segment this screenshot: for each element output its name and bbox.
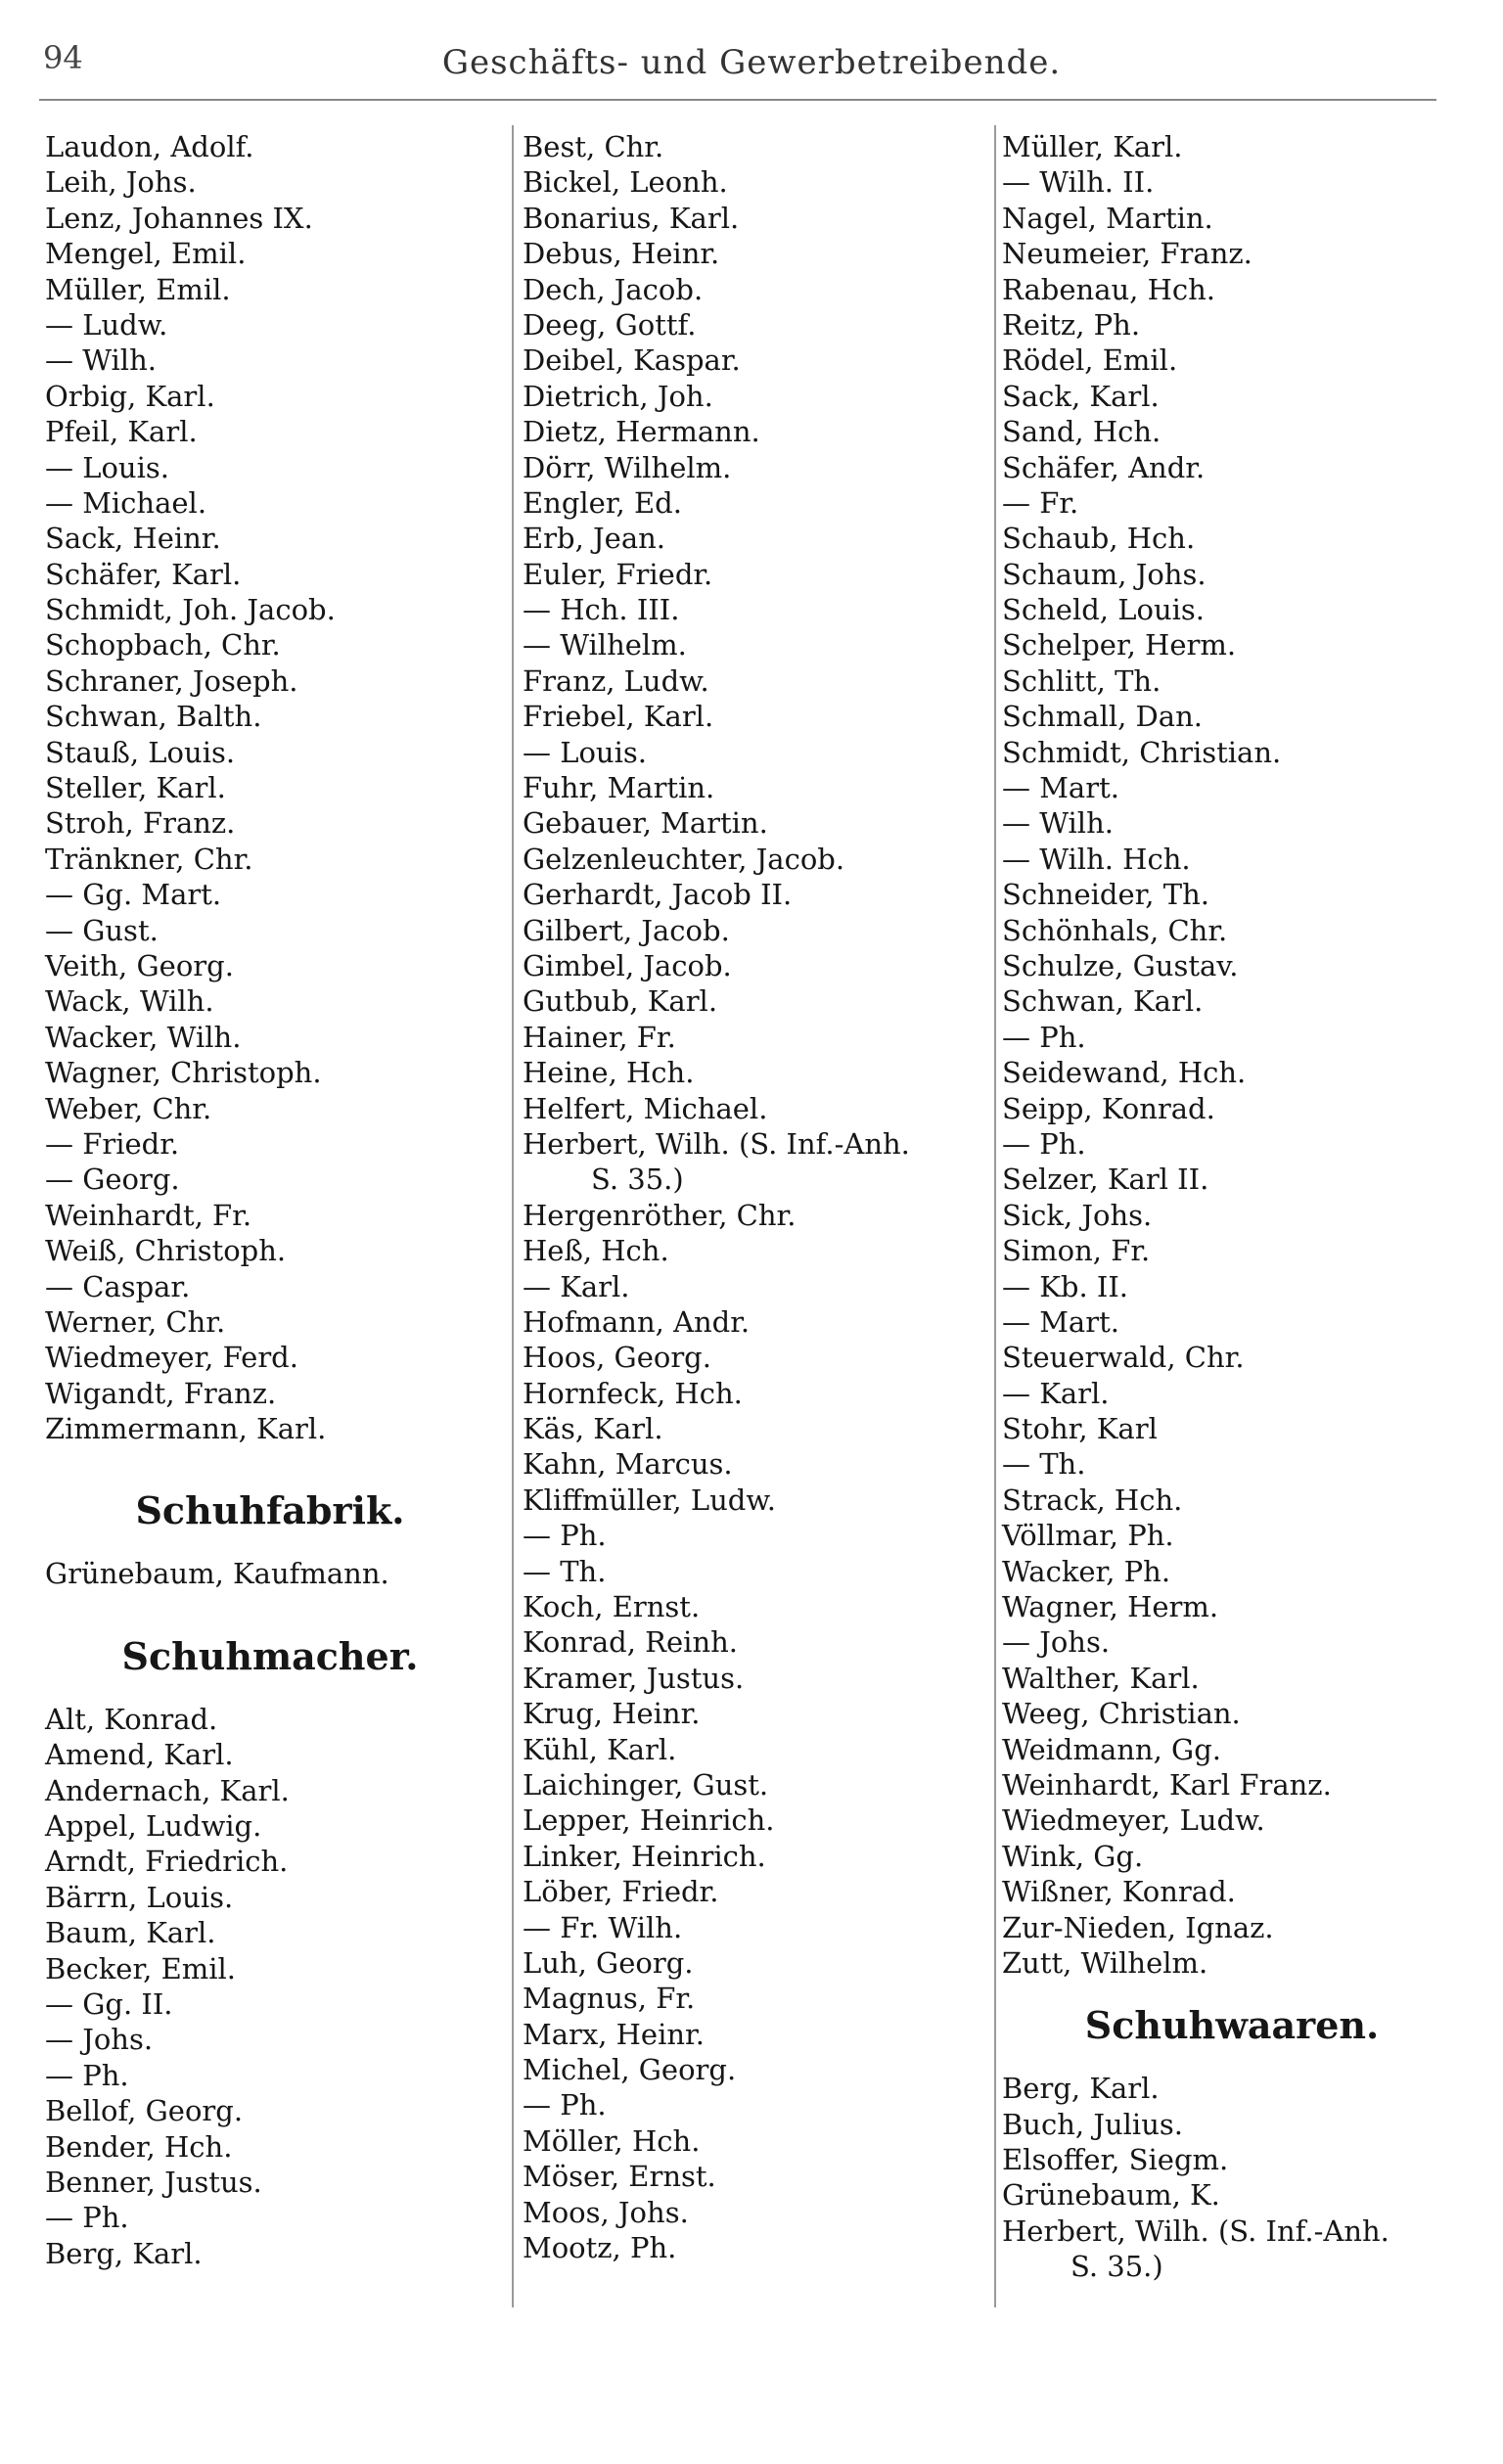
list-item: Zur-Nieden, Ignaz.: [1002, 1910, 1274, 1944]
list-item: Weinhardt, Fr.: [45, 1198, 252, 1232]
list-item: Nagel, Martin.: [1002, 201, 1213, 235]
list-item: — Caspar.: [45, 1269, 191, 1303]
list-item: — Fr. Wilh.: [523, 1910, 683, 1944]
list-item: Krug, Heinr.: [523, 1697, 701, 1731]
list-item: Zutt, Wilhelm.: [1002, 1945, 1208, 1980]
list-item: Fuhr, Martin.: [523, 771, 715, 805]
list-item: Amend, Karl.: [45, 1738, 234, 1772]
list-item: Steller, Karl.: [45, 771, 226, 805]
section-heading-schuhwaaren: Schuhwaaren.: [1084, 2003, 1380, 2048]
list-item: Euler, Friedr.: [523, 557, 713, 591]
list-item: Berg, Karl.: [45, 2236, 203, 2270]
list-item: — Ludw.: [45, 307, 168, 342]
list-item: Koch, Ernst.: [523, 1590, 701, 1624]
list-item: Schaub, Hch.: [1002, 522, 1196, 556]
list-item: Dech, Jacob.: [523, 272, 704, 306]
list-item: Schäfer, Karl.: [45, 557, 242, 591]
list-item: Stauß, Louis.: [45, 735, 236, 769]
list-item: Gerhardt, Jacob II.: [523, 878, 793, 912]
list-item: Deeg, Gottf.: [523, 307, 697, 342]
list-item: Löber, Friedr.: [523, 1875, 719, 1909]
list-item: Schmidt, Christian.: [1002, 735, 1282, 769]
list-item: Müller, Emil.: [45, 272, 231, 306]
list-item: — Wilh. Hch.: [1002, 842, 1191, 876]
list-item: Dörr, Wilhelm.: [523, 450, 732, 484]
list-item: — Hch. III.: [523, 593, 680, 627]
list-item: Simon, Fr.: [1002, 1234, 1151, 1268]
list-item: Linker, Heinrich.: [523, 1839, 766, 1873]
list-item: — Wilh. II.: [1002, 165, 1155, 200]
list-item: — Michael.: [45, 485, 207, 520]
list-item: Schneider, Th.: [1002, 878, 1209, 912]
list-item: Wacker, Wilh.: [45, 1020, 242, 1054]
list-item: Debus, Heinr.: [523, 237, 720, 271]
column-divider-right: [994, 125, 996, 2307]
list-item: Lenz, Johannes IX.: [45, 201, 313, 235]
list-item: Seipp, Konrad.: [1002, 1091, 1215, 1125]
list-item: Weiß, Christoph.: [45, 1234, 287, 1268]
list-item: Andernach, Karl.: [45, 1773, 290, 1807]
list-item: Berg, Karl.: [1002, 2072, 1160, 2106]
entry-list: [45, 1702, 495, 2271]
list-item: Rödel, Emil.: [1002, 343, 1178, 378]
list-item: — Ph.: [45, 2058, 129, 2092]
list-item: Heß, Hch.: [523, 1234, 669, 1268]
list-item: Schäfer, Andr.: [1002, 450, 1206, 484]
page-number: 94: [43, 39, 83, 76]
list-item: Gebauer, Martin.: [523, 806, 768, 841]
list-item: Grünebaum, Kaufmann.: [45, 1557, 389, 1591]
list-item: Schaum, Johs.: [1002, 557, 1207, 591]
list-item: Heine, Hch.: [523, 1056, 695, 1090]
list-item: Herbert, Wilh. (S. Inf.-Anh.: [1002, 2213, 1389, 2248]
list-item: — Georg.: [45, 1163, 180, 1197]
list-item: Sack, Karl.: [1002, 379, 1160, 413]
list-item: — Gg. II.: [45, 1986, 173, 2021]
list-item: Möser, Ernst.: [523, 2160, 716, 2194]
list-item: Wiedmeyer, Ferd.: [45, 1341, 298, 1375]
list-item: — Johs.: [45, 2023, 154, 2057]
list-item: Seidewand, Hch.: [1002, 1056, 1247, 1090]
list-item: Michel, Georg.: [523, 2053, 737, 2087]
list-item: Gelzenleuchter, Jacob.: [523, 842, 845, 876]
list-item: Tränkner, Chr.: [45, 842, 253, 876]
list-item: Zimmermann, Karl.: [45, 1412, 327, 1446]
column-2: [523, 129, 982, 2265]
spacer: [45, 1536, 495, 1556]
list-item: Schönhals, Chr.: [1002, 913, 1228, 947]
list-item: Völlmar, Ph.: [1002, 1519, 1174, 1553]
list-item: Erb, Jean.: [523, 522, 666, 556]
list-item: Schlitt, Th.: [1002, 663, 1161, 698]
list-item: — Ph.: [1002, 1020, 1086, 1054]
list-item: Stohr, Karl: [1002, 1412, 1158, 1446]
list-item: Mootz, Ph.: [523, 2231, 677, 2265]
list-item: Wiedmeyer, Ludw.: [1002, 1803, 1265, 1838]
list-item: Schmall, Dan.: [1002, 700, 1203, 734]
list-item: Steuerwald, Chr.: [1002, 1341, 1245, 1375]
list-item: Best, Chr.: [523, 130, 664, 163]
list-item: Bender, Hch.: [45, 2129, 233, 2164]
list-item: Konrad, Reinh.: [523, 1625, 739, 1660]
list-item: Werner, Chr.: [45, 1304, 226, 1339]
list-item: Rabenau, Hch.: [1002, 272, 1216, 306]
section-heading-schuhmacher: Schuhmacher.: [121, 1633, 419, 1678]
list-item: Weidmann, Gg.: [1002, 1732, 1221, 1766]
list-item: Marx, Heinr.: [523, 2017, 705, 2051]
list-item: Schmidt, Joh. Jacob.: [45, 593, 336, 627]
list-item: — Karl.: [523, 1269, 630, 1303]
list-item: — Ph.: [523, 2088, 607, 2122]
entry-list: [523, 129, 982, 1162]
list-item: Gimbel, Jacob.: [523, 948, 732, 982]
list-item: — Wilhelm.: [523, 628, 687, 662]
list-item: Wißner, Konrad.: [1002, 1875, 1236, 1909]
list-item: — Wilh.: [1002, 806, 1114, 841]
list-item: Gilbert, Jacob.: [523, 913, 730, 947]
list-item: Laichinger, Gust.: [523, 1767, 769, 1802]
list-item: Baum, Karl.: [45, 1916, 216, 1950]
column-1: [45, 129, 495, 2271]
list-item: Kühl, Karl.: [523, 1732, 677, 1766]
list-item: Weber, Chr.: [45, 1091, 212, 1125]
spacer: [1002, 2051, 1462, 2071]
list-item: Leih, Johs.: [45, 165, 197, 200]
entry-continuation: S. 35.): [1070, 2250, 1163, 2284]
list-item: Elsoffer, Siegm.: [1002, 2143, 1229, 2177]
header-rule: [39, 99, 1436, 101]
list-item: Weinhardt, Karl Franz.: [1002, 1767, 1332, 1802]
list-item: Laudon, Adolf.: [45, 130, 254, 163]
list-item: Engler, Ed.: [523, 485, 682, 520]
list-item: Sick, Johs.: [1002, 1198, 1153, 1232]
spacer: [45, 1682, 495, 1702]
list-item: Wack, Wilh.: [45, 984, 214, 1019]
list-item: Stroh, Franz.: [45, 806, 236, 841]
list-item: Schelper, Herm.: [1002, 628, 1237, 662]
list-item: Hornfeck, Hch.: [523, 1376, 743, 1410]
list-item: Becker, Emil.: [45, 1951, 236, 1985]
list-item: Hergenröther, Chr.: [523, 1198, 797, 1232]
list-item: Strack, Hch.: [1002, 1483, 1183, 1517]
list-item: Bärrn, Louis.: [45, 1880, 234, 1914]
list-item: — Fr.: [1002, 485, 1079, 520]
entry-list: [523, 1198, 982, 2266]
list-item: Buch, Julius.: [1002, 2107, 1183, 2141]
list-item: Appel, Ludwig.: [45, 1809, 262, 1844]
list-item: — Louis.: [523, 735, 647, 769]
list-item: Hofmann, Andr.: [523, 1304, 751, 1339]
entry-list: [1002, 2071, 1462, 2249]
list-item: Franz, Ludw.: [523, 663, 709, 698]
list-item: Sack, Heinr.: [45, 522, 221, 556]
list-item: Schulze, Gustav.: [1002, 948, 1239, 982]
list-item: Gutbub, Karl.: [523, 984, 718, 1019]
section-heading-schuhfabrik: Schuhfabrik.: [135, 1488, 405, 1533]
spacer: [45, 1446, 495, 1485]
list-item: Deibel, Kaspar.: [523, 343, 741, 378]
list-item: Mengel, Emil.: [45, 237, 247, 271]
list-item: Wink, Gg.: [1002, 1839, 1144, 1873]
list-item: Walther, Karl.: [1002, 1661, 1200, 1695]
list-item: Reitz, Ph.: [1002, 307, 1141, 342]
list-item: Grünebaum, K.: [1002, 2178, 1220, 2213]
list-item: — Th.: [1002, 1447, 1086, 1482]
list-item: Alt, Konrad.: [45, 1702, 218, 1736]
entry-list: [45, 129, 495, 1446]
list-item: Benner, Justus.: [45, 2165, 262, 2199]
list-item: Selzer, Karl II.: [1002, 1163, 1209, 1197]
list-item: Hainer, Fr.: [523, 1020, 676, 1054]
list-item: — Kb. II.: [1002, 1269, 1129, 1303]
list-item: Schraner, Joseph.: [45, 663, 298, 698]
list-item: Arndt, Friedrich.: [45, 1845, 289, 1879]
entry-list: [1002, 129, 1462, 1981]
list-item: — Th.: [523, 1554, 607, 1588]
running-title: Geschäfts- und Gewerbetreibende.: [441, 43, 1062, 82]
entry-continuation: S. 35.): [591, 1163, 684, 1197]
list-item: Neumeier, Franz.: [1002, 237, 1252, 271]
list-item: Müller, Karl.: [1002, 130, 1183, 163]
list-item: Hoos, Georg.: [523, 1341, 711, 1375]
list-item: — Gust.: [45, 913, 159, 947]
list-item: Schwan, Karl.: [1002, 984, 1204, 1019]
list-item: Veith, Georg.: [45, 948, 234, 982]
list-item: Bickel, Leonh.: [523, 165, 728, 200]
list-item: — Johs.: [1002, 1625, 1111, 1660]
list-item: — Gg. Mart.: [45, 878, 222, 912]
list-item: Wigandt, Franz.: [45, 1376, 277, 1410]
list-item: — Louis.: [45, 450, 169, 484]
list-item: Dietz, Hermann.: [523, 415, 760, 449]
list-item: — Karl.: [1002, 1376, 1110, 1410]
list-item: Moos, Johs.: [523, 2195, 689, 2229]
list-item: Kliffmüller, Ludw.: [523, 1483, 776, 1517]
entry-list: [45, 1556, 495, 1591]
spacer: [1002, 1981, 1462, 2000]
spacer: [45, 1592, 495, 1631]
list-item: — Wilh.: [45, 343, 157, 378]
list-item: Bonarius, Karl.: [523, 201, 740, 235]
list-item: Möller, Hch.: [523, 2123, 701, 2158]
list-item: Dietrich, Joh.: [523, 379, 713, 413]
list-item: Herbert, Wilh. (S. Inf.-Anh.: [523, 1126, 910, 1161]
column-divider-left: [512, 125, 514, 2307]
list-item: Orbig, Karl.: [45, 379, 215, 413]
list-item: Scheld, Louis.: [1002, 593, 1205, 627]
list-item: — Mart.: [1002, 1304, 1119, 1339]
list-item: Wagner, Herm.: [1002, 1590, 1219, 1624]
list-item: Schopbach, Chr.: [45, 628, 281, 662]
list-item: — Ph.: [523, 1519, 607, 1553]
list-item: Kramer, Justus.: [523, 1661, 745, 1695]
list-item: — Friedr.: [45, 1126, 180, 1161]
list-item: Schwan, Balth.: [45, 700, 262, 734]
column-3: [1002, 129, 1462, 2285]
list-item: Magnus, Fr.: [523, 1982, 696, 2016]
list-item: Luh, Georg.: [523, 1945, 694, 1980]
list-item: Käs, Karl.: [523, 1412, 663, 1446]
list-item: — Ph.: [1002, 1126, 1086, 1161]
list-item: Bellof, Georg.: [45, 2094, 244, 2128]
list-item: — Mart.: [1002, 771, 1119, 805]
list-item: Wagner, Christoph.: [45, 1056, 322, 1090]
list-item: Pfeil, Karl.: [45, 415, 198, 449]
list-item: Lepper, Heinrich.: [523, 1803, 775, 1838]
list-item: Sand, Hch.: [1002, 415, 1161, 449]
list-item: Helfert, Michael.: [523, 1091, 768, 1125]
list-item: Weeg, Christian.: [1002, 1697, 1241, 1731]
list-item: Wacker, Ph.: [1002, 1554, 1171, 1588]
list-item: Friebel, Karl.: [523, 700, 714, 734]
list-item: Kahn, Marcus.: [523, 1447, 733, 1482]
list-item: — Ph.: [45, 2201, 129, 2235]
